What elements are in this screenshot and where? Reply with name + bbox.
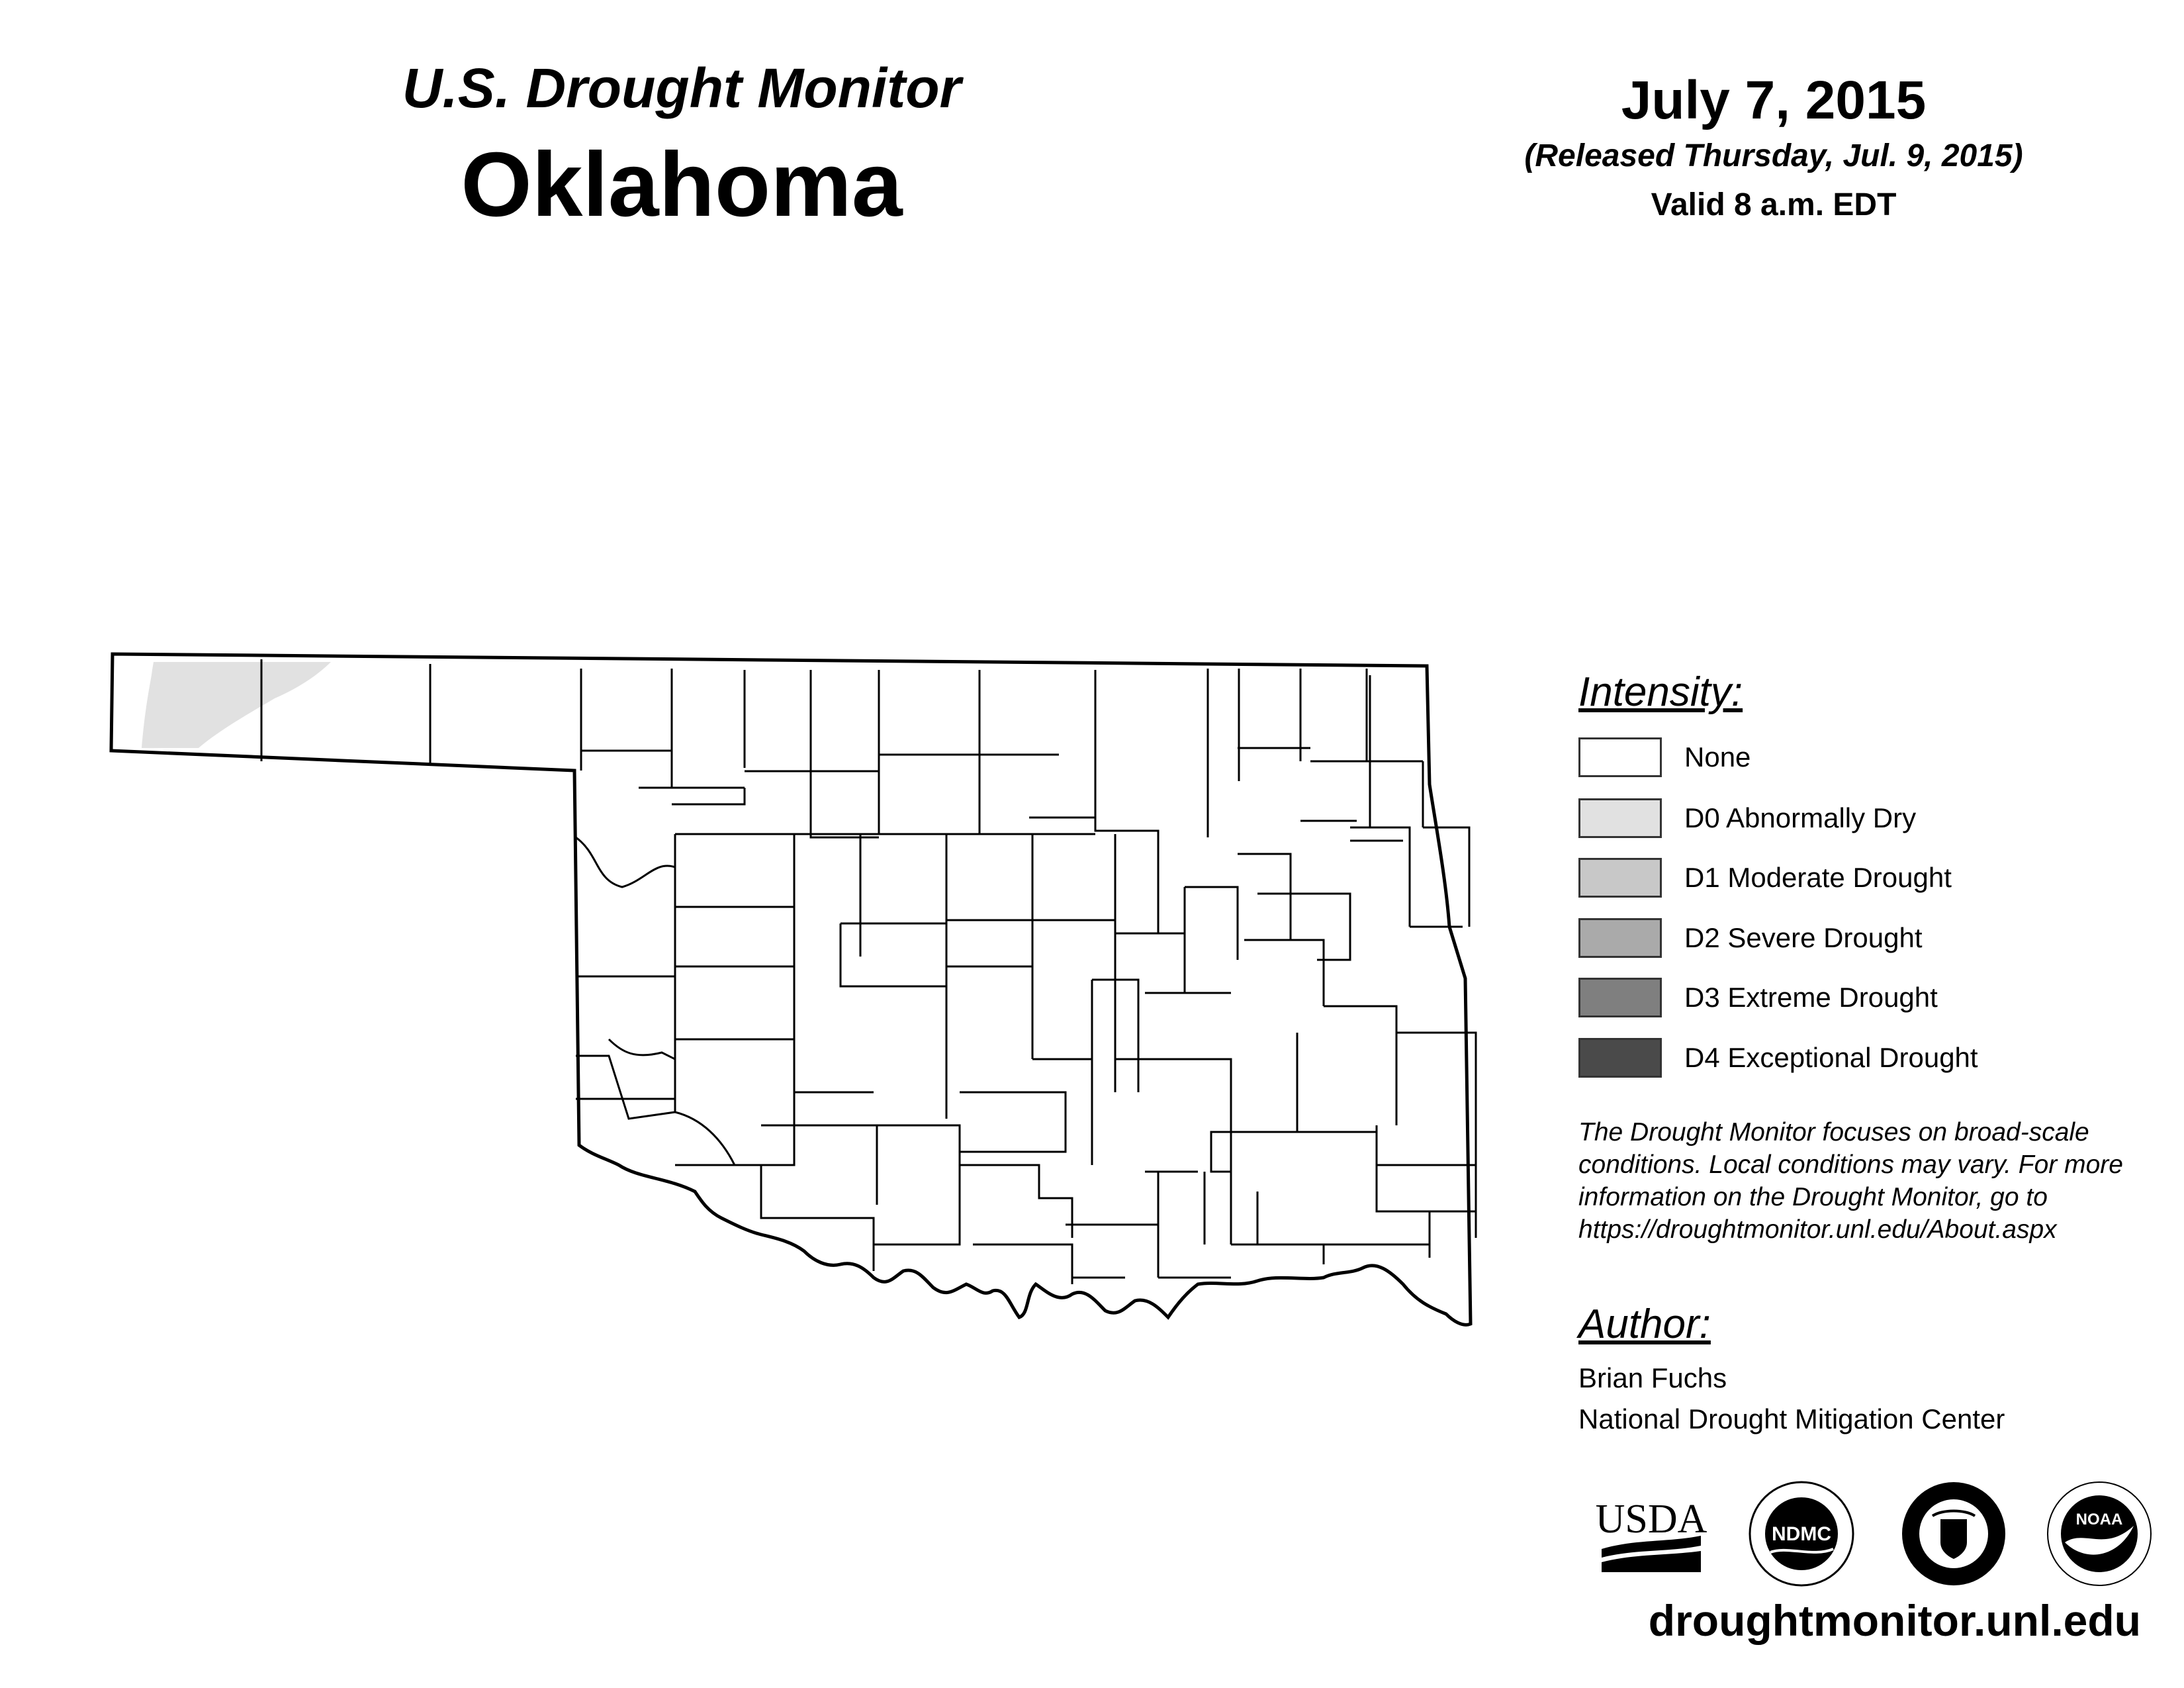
d0-drought-area	[142, 662, 331, 748]
legend-item	[1578, 736, 1751, 778]
usda-logo-text: USDA	[1595, 1497, 1707, 1542]
legend-label: None	[1684, 741, 1751, 773]
state-name: Oklahoma	[461, 134, 903, 236]
legend-swatch	[1578, 1038, 1662, 1078]
legend-item	[1578, 1037, 1978, 1079]
author-name: Brian Fuchs	[1578, 1362, 1727, 1393]
legend-label: D3 Extreme Drought	[1684, 982, 1938, 1013]
ndmc-logo-text: NDMC	[1772, 1523, 1831, 1545]
legend-swatch	[1578, 798, 1662, 838]
legend-label: D1 Moderate Drought	[1684, 862, 1952, 893]
release-date: (Released Thursday, Jul. 9, 2015)	[1524, 138, 2023, 173]
legend-title: Intensity:	[1578, 669, 1743, 715]
map-date: July 7, 2015	[1621, 70, 1927, 130]
legend-swatch	[1578, 978, 1662, 1017]
author-heading: Author:	[1578, 1301, 1711, 1347]
legend-item	[1578, 976, 1938, 1019]
author-organization: National Drought Mitigation Center	[1578, 1403, 2005, 1434]
legend-label: D0 Abnormally Dry	[1684, 802, 1917, 833]
map-title: U.S. Drought Monitor	[402, 57, 962, 119]
legend-label: D2 Severe Drought	[1684, 922, 1923, 953]
website-link[interactable]: droughtmonitor.unl.edu	[1648, 1596, 2141, 1645]
legend-item	[1578, 917, 1923, 959]
legend-swatch	[1578, 858, 1662, 898]
county-lines	[261, 659, 1476, 1284]
legend-label: D4 Exceptional Drought	[1684, 1042, 1978, 1073]
oklahoma-state-border	[111, 654, 1471, 1325]
disclaimer-text: The Drought Monitor focuses on broad-scale conditions. Local conditions may vary. For more information on the Drought Monitor, go to https://droughtmonitor.unl.edu/About.aspx	[1578, 1118, 2123, 1244]
valid-time: Valid 8 a.m. EDT	[1651, 187, 1897, 222]
legend-swatch	[1578, 918, 1662, 958]
noaa-logo	[2045, 1479, 2154, 1589]
legend-swatch	[1578, 737, 1662, 777]
legend-item	[1578, 797, 1916, 839]
ndmc-logo	[1747, 1479, 1856, 1589]
noaa-logo-text: NOAA	[2075, 1511, 2123, 1528]
legend-item	[1578, 857, 1952, 899]
commerce-seal-logo	[1899, 1479, 2009, 1589]
usda-logo	[1595, 1479, 1707, 1589]
